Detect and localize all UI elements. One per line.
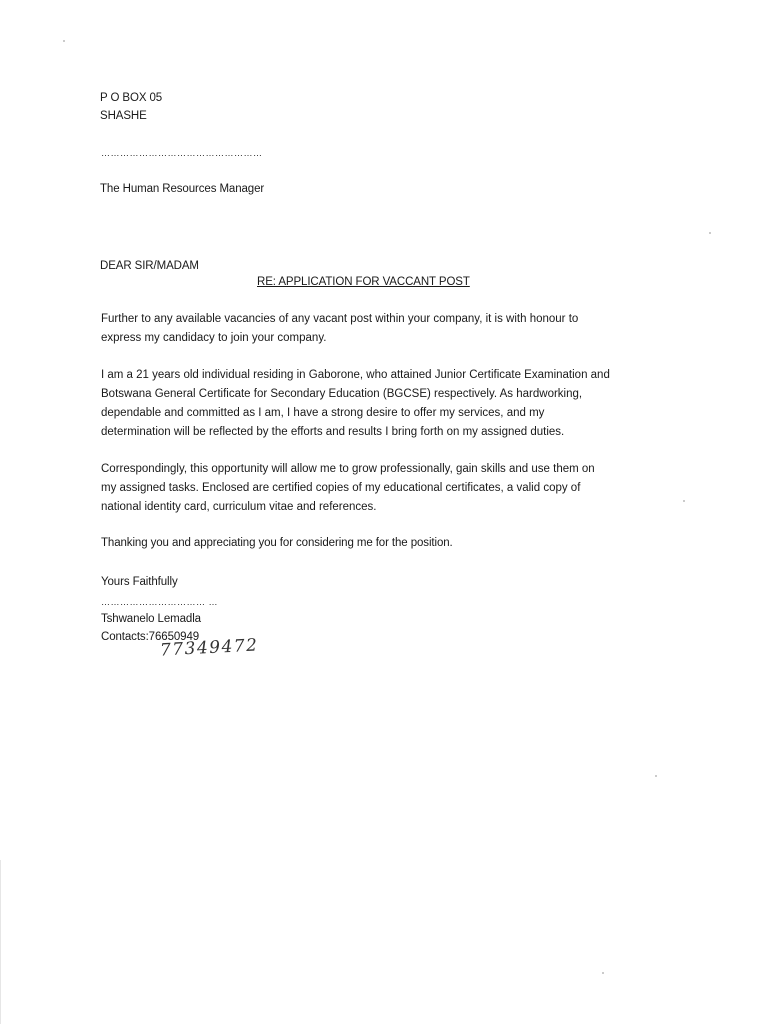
contacts: Contacts:76650949 xyxy=(101,631,200,643)
sender-name: Tshwanelo Lemadla xyxy=(101,613,201,625)
address-line-2: SHASHE xyxy=(100,110,147,122)
paragraph-4: Thanking you and appreciating you for considering me for the position. xyxy=(101,537,453,549)
paragraph-1 xyxy=(101,310,671,348)
scan-speck xyxy=(683,500,685,502)
handwritten-number: 77349472 xyxy=(159,635,259,661)
paragraph-line: national identity card, curriculum vitae and references. xyxy=(101,501,377,513)
scan-edge xyxy=(0,860,1,1024)
paragraph-line: Further to any available vacancies of any vacant post within your company, it is with honour to xyxy=(101,313,579,325)
scan-speck xyxy=(655,775,657,777)
paragraph-line: Botswana General Certificate for Secondary Education (BGCSE) respectively. As hardworking, xyxy=(101,388,583,400)
recipient: The Human Resources Manager xyxy=(100,183,265,195)
paragraph-line: I am a 21 years old individual residing in Gaborone, who attained Junior Certificate Examination and xyxy=(101,369,610,381)
closing: Yours Faithfully xyxy=(101,576,178,588)
paragraph-line: express my candidacy to join your company. xyxy=(101,332,327,344)
paragraph-line: Correspondingly, this opportunity will allow me to grow professionally, gain skills and use them on xyxy=(101,463,595,475)
scan-speck xyxy=(63,40,65,42)
paragraph-3 xyxy=(101,460,671,517)
paragraph-line: determination will be reflected by the efforts and results I bring forth on my assigned duties. xyxy=(101,426,565,438)
signature-dots: …………………………… … xyxy=(101,597,219,607)
salutation: DEAR SIR/MADAM xyxy=(100,260,199,272)
address-line-1: P O BOX 05 xyxy=(100,92,163,104)
subject-line: RE: APPLICATION FOR VACCANT POST xyxy=(257,276,470,288)
date-placeholder-dots: …………………………………………… xyxy=(101,148,263,158)
paragraph-2 xyxy=(101,366,671,442)
paragraph-line: dependable and committed as I am, I have a strong desire to offer my services, and my xyxy=(101,407,545,419)
scan-speck xyxy=(602,972,604,974)
scan-speck xyxy=(709,232,711,234)
paragraph-line: my assigned tasks. Enclosed are certified copies of my educational certificates, a valid copy of xyxy=(101,482,581,494)
